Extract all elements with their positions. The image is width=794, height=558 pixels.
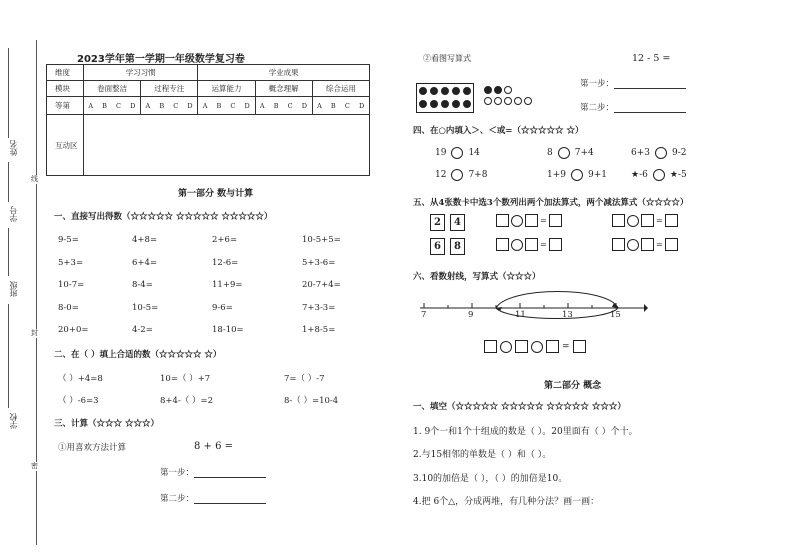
compare-circle[interactable]	[451, 147, 463, 159]
compare-circle[interactable]	[653, 169, 665, 181]
compare-right: 14	[468, 148, 480, 158]
results-header: 学业成果	[198, 65, 370, 81]
name-label: 姓名	[9, 140, 18, 156]
answer-box[interactable]	[612, 238, 625, 251]
mental-math-item[interactable]: 10-7=	[58, 280, 85, 290]
level-header: 等第	[47, 97, 84, 115]
compare-circle[interactable]	[655, 147, 667, 159]
mental-math-item[interactable]: 18-10=	[212, 325, 244, 335]
mental-math-item[interactable]: 9-5=	[58, 235, 79, 245]
answer-box[interactable]	[665, 238, 678, 251]
compare-left: 12	[435, 170, 447, 180]
mental-math-item[interactable]: 10-5+5=	[302, 235, 341, 245]
compare-item	[631, 147, 687, 159]
step1-answer-line[interactable]	[194, 470, 266, 478]
card-equation	[496, 238, 562, 251]
r-step1-label: 第一步：	[580, 79, 615, 89]
bead-empty	[504, 86, 512, 94]
equals-sign: =	[562, 341, 570, 352]
compare-right: 9-2	[672, 148, 687, 158]
bead-filled	[494, 86, 502, 94]
answer-box[interactable]	[549, 214, 562, 227]
compare-left: ★-6	[631, 170, 648, 180]
compare-right: 9+1	[588, 170, 607, 180]
compare-item	[435, 169, 487, 181]
answer-box[interactable]	[641, 238, 654, 251]
mental-math-item[interactable]: 7+3-3=	[302, 302, 336, 313]
card-equation	[612, 214, 678, 227]
number-line	[8, 162, 9, 202]
module-neatness: 卷面整洁	[84, 81, 141, 97]
bead-filled	[430, 87, 438, 95]
evaluation-table	[46, 64, 370, 176]
p2-q3: 3.10的加倍是（ ），（ ）的加倍是10。	[413, 474, 568, 484]
bead-filled	[484, 86, 492, 94]
number-card: 6	[430, 238, 445, 255]
card-equation	[612, 238, 678, 251]
mental-math-item[interactable]: 20-7+4=	[302, 280, 341, 290]
fill-blank-item[interactable]: （ ）-6=3	[58, 396, 99, 406]
mental-math-item[interactable]: 1+8-5=	[302, 325, 336, 335]
school-line	[8, 304, 9, 408]
bead-filled	[463, 87, 471, 95]
equals-sign: =	[540, 216, 547, 225]
bead-filled	[441, 100, 449, 108]
bead-empty	[504, 97, 512, 105]
s4-heading: 四、在○内填入＞、＜或=（☆☆☆☆☆ ☆）	[413, 126, 584, 136]
equals-sign: =	[656, 240, 663, 249]
s3-heading: 三、计算（☆☆☆ ☆☆☆）	[54, 419, 159, 429]
ray-tick-7: 7	[421, 310, 427, 320]
fill-blank-item[interactable]: 7=（ ）-7	[284, 374, 325, 384]
compare-right: 7+4	[574, 148, 594, 158]
compare-item	[631, 169, 687, 181]
module-focus: 过程专注	[141, 81, 198, 97]
bead-filled	[430, 100, 438, 108]
ray-equation	[484, 340, 586, 353]
item1-expr: 8 + 6 =	[194, 441, 234, 452]
number-card: 8	[450, 238, 465, 255]
ray-tick-11: 11	[515, 310, 526, 320]
ray-tick-15: 15	[610, 310, 621, 320]
level-cell[interactable]: A B C D	[84, 97, 141, 115]
answer-circle[interactable]	[500, 341, 512, 353]
card-equation	[496, 214, 562, 227]
mental-math-item[interactable]: 9-6=	[212, 302, 233, 313]
ray-tick-13: 13	[562, 310, 573, 320]
answer-circle[interactable]	[627, 215, 639, 227]
bead-filled	[441, 87, 449, 95]
bead-filled	[463, 100, 471, 108]
exam-title: 2023学年第一学期一年级数学复习卷	[77, 54, 245, 65]
answer-circle[interactable]	[627, 239, 639, 251]
level-cell[interactable]: A B C D	[141, 97, 198, 115]
compare-item	[547, 169, 607, 181]
mental-math-item[interactable]: 11+9=	[212, 280, 243, 290]
mental-math-item[interactable]: 4+8=	[132, 235, 158, 245]
mental-math-item[interactable]: 8-0=	[58, 302, 79, 313]
compare-left: 6+3	[631, 148, 650, 158]
fill-blank-item[interactable]: （ ）+4=8	[58, 374, 103, 384]
step2-label: 第二步：	[160, 494, 195, 504]
compare-circle[interactable]	[571, 169, 583, 181]
mental-math-item[interactable]: 4-2=	[132, 325, 153, 335]
ray-tick-9: 9	[468, 310, 474, 320]
compare-item	[435, 147, 480, 159]
compare-circle[interactable]	[558, 147, 570, 159]
mark-seal: 封	[31, 329, 38, 337]
step2-row	[160, 492, 266, 504]
mental-math-item[interactable]: 6+4=	[132, 257, 158, 268]
step1-label: 第一步：	[160, 468, 195, 478]
item2-expr: 12 - 5 =	[632, 53, 671, 64]
bead-filled	[419, 87, 427, 95]
answer-box[interactable]	[641, 214, 654, 227]
fill-blank-item[interactable]: 8-（ ）=10-4	[284, 396, 339, 406]
p2-q2: 2.与15相邻的单数是（ ）和（ ）。	[413, 450, 552, 460]
p2-heading: 一、填空（☆☆☆☆☆ ☆☆☆☆☆ ☆☆☆☆☆ ☆☆☆）	[413, 402, 626, 412]
module-application: 综合运用	[312, 81, 369, 97]
r-step1-answer-line[interactable]	[614, 81, 686, 89]
compare-right: ★-5	[669, 170, 687, 180]
r-step2-label: 第二步：	[580, 103, 615, 113]
level-cell[interactable]: A B C D	[312, 97, 369, 115]
r-step1-row	[580, 77, 686, 89]
answer-box[interactable]	[525, 238, 538, 251]
answer-box[interactable]	[525, 214, 538, 227]
mental-math-item[interactable]: 5+3-6=	[302, 257, 336, 268]
answer-box[interactable]	[484, 340, 497, 353]
ten-frame	[416, 83, 474, 113]
s2-heading: 二、在（ ）填上合适的数（☆☆☆☆☆ ☆）	[54, 350, 222, 360]
s5-heading: 五、从4张数卡中选3个数列出两个加法算式，两个减法算式（☆☆☆☆）	[413, 198, 689, 208]
mental-math-item[interactable]: 10-5=	[132, 302, 159, 313]
interaction-area[interactable]	[84, 115, 370, 176]
module-computation: 运算能力	[198, 81, 255, 97]
school-label: 学校	[9, 413, 18, 429]
item2-label: ②看图写算式	[423, 54, 471, 63]
fill-blank-item[interactable]: 8+4-（ ）=2	[160, 396, 214, 406]
p2-q4: 4.把 6个△，分成两堆，有几种分法？画一画：	[413, 497, 600, 507]
level-cell[interactable]: A B C D	[198, 97, 255, 115]
equals-sign: =	[540, 240, 547, 249]
answer-box[interactable]	[515, 340, 528, 353]
mark-line: 线	[31, 175, 38, 183]
mark-secret: 密	[31, 462, 38, 470]
s1-heading: 一、直接写出得数（☆☆☆☆☆ ☆☆☆☆☆ ☆☆☆☆☆）	[54, 212, 273, 222]
answer-box[interactable]	[496, 238, 509, 251]
compare-right: 7+8	[468, 170, 488, 180]
bead-empty	[514, 97, 522, 105]
item1-label: ①用喜欢方法计算	[58, 443, 127, 453]
module-header: 模块	[47, 81, 84, 97]
mental-math-item[interactable]: 8-4=	[132, 280, 153, 290]
bead-filled	[419, 100, 427, 108]
fill-blank-item[interactable]: 10=（ ）+7	[160, 374, 211, 384]
dimension-header: 维度	[47, 65, 84, 81]
number-card: 2	[430, 214, 445, 231]
mental-math-item[interactable]: 5+3=	[58, 257, 84, 268]
part2-title: 第二部分 概念	[544, 381, 602, 391]
class-line	[8, 228, 9, 276]
equals-sign: =	[656, 216, 663, 225]
p2-q1: 1. 9个一和1个十组成的数是（ ）。20里面有（ ）个十。	[413, 427, 638, 437]
answer-circle[interactable]	[511, 215, 523, 227]
number-label: 学号	[9, 206, 18, 222]
answer-box[interactable]	[573, 340, 586, 353]
step2-answer-line[interactable]	[194, 496, 266, 504]
name-line	[8, 48, 9, 138]
answer-box[interactable]	[665, 214, 678, 227]
compare-left: 1+9	[547, 170, 566, 180]
interaction-header: 互动区	[47, 115, 84, 176]
answer-circle[interactable]	[531, 341, 543, 353]
bead-filled	[452, 87, 460, 95]
bead-empty	[524, 97, 532, 105]
answer-box[interactable]	[549, 238, 562, 251]
answer-box[interactable]	[496, 214, 509, 227]
step1-row	[160, 466, 266, 478]
habits-header: 学习习惯	[84, 65, 198, 81]
compare-left: 19	[435, 148, 447, 158]
s6-heading: 六、看数射线，写算式（☆☆☆）	[413, 272, 541, 282]
mental-math-item[interactable]: 20+0=	[58, 325, 89, 335]
bead-empty	[494, 97, 502, 105]
answer-box[interactable]	[612, 214, 625, 227]
mental-math-item[interactable]: 12-6=	[212, 257, 239, 268]
r-step2-answer-line[interactable]	[614, 105, 686, 113]
part1-title: 第一部分 数与计算	[178, 189, 254, 199]
answer-box[interactable]	[546, 340, 559, 353]
compare-left: 8	[547, 148, 553, 158]
r-step2-row	[580, 101, 686, 113]
class-label: 班级	[9, 281, 18, 297]
level-cell[interactable]: A B C D	[255, 97, 312, 115]
compare-circle[interactable]	[451, 169, 463, 181]
compare-item	[547, 147, 594, 159]
mental-math-item[interactable]: 2+6=	[212, 235, 238, 245]
answer-circle[interactable]	[511, 239, 523, 251]
number-card: 4	[450, 214, 465, 231]
bead-filled	[452, 100, 460, 108]
module-concepts: 概念理解	[255, 81, 312, 97]
bead-empty	[484, 97, 492, 105]
